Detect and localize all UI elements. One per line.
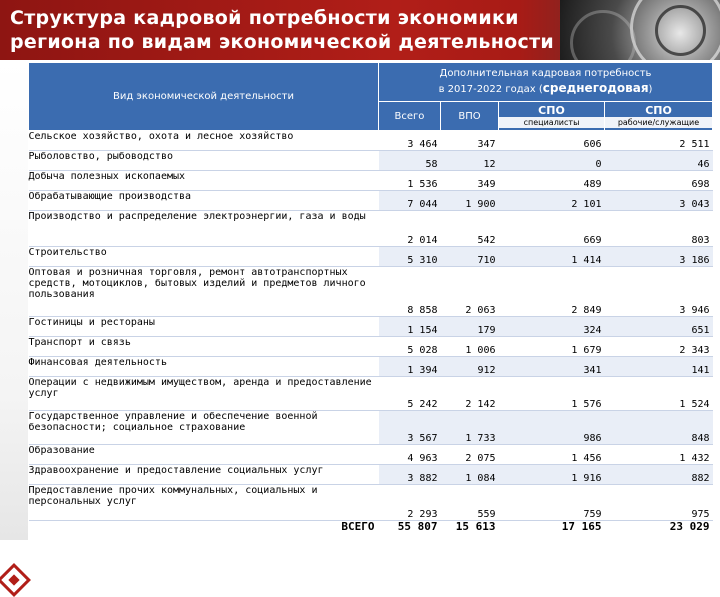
table-row <box>29 317 713 337</box>
header-spo2-top: СПО <box>645 104 672 117</box>
header-spo1-top: СПО <box>538 104 565 117</box>
table-row <box>29 337 713 357</box>
total-label: ВСЕГО <box>29 521 379 533</box>
page-title-line2: региона по видам экономической деятельности <box>10 31 555 53</box>
activity-name: Добыча полезных ископаемых <box>29 171 379 191</box>
table-row <box>29 357 713 377</box>
table-row <box>29 151 713 171</box>
header-spo1-bottom: специалисты <box>499 117 604 128</box>
value-total: 2 293 <box>379 485 441 521</box>
header-need-line1: Дополнительная кадровая потребность <box>439 68 652 79</box>
diamond-logo-icon <box>0 563 31 597</box>
value-vpo: 2 075 <box>441 445 499 465</box>
header-decoration <box>560 0 720 60</box>
value-spo-workers: 46 <box>605 151 713 171</box>
activity-name: Государственное управление и обеспечение военной безопасности; социальное страхование <box>29 411 379 445</box>
staffing-need-table <box>28 62 713 532</box>
value-total: 5 242 <box>379 377 441 411</box>
value-spo-specialists: 324 <box>499 317 605 337</box>
value-total: 2 014 <box>379 211 441 247</box>
page-title-line1: Структура кадровой потребности экономики <box>10 7 519 29</box>
value-total: 8 858 <box>379 267 441 317</box>
total-vpo: 15 613 <box>441 521 499 533</box>
value-spo-workers: 698 <box>605 171 713 191</box>
value-total: 1 154 <box>379 317 441 337</box>
value-vpo: 349 <box>441 171 499 191</box>
value-spo-workers: 3 186 <box>605 247 713 267</box>
value-total: 3 882 <box>379 465 441 485</box>
value-total: 3 464 <box>379 131 441 151</box>
table-row <box>29 445 713 465</box>
total-spo-workers: 23 029 <box>605 521 713 533</box>
value-spo-workers: 803 <box>605 211 713 247</box>
value-vpo: 1 900 <box>441 191 499 211</box>
value-spo-specialists: 489 <box>499 171 605 191</box>
value-spo-workers: 141 <box>605 357 713 377</box>
value-vpo: 179 <box>441 317 499 337</box>
activity-name: Финансовая деятельность <box>29 357 379 377</box>
value-spo-workers: 975 <box>605 485 713 521</box>
table-row <box>29 131 713 151</box>
table-row <box>29 211 713 247</box>
value-total: 7 044 <box>379 191 441 211</box>
table-row <box>29 485 713 521</box>
value-spo-specialists: 1 679 <box>499 337 605 357</box>
table-row <box>29 171 713 191</box>
value-spo-workers: 3 043 <box>605 191 713 211</box>
activity-name: Оптовая и розничная торговля, ремонт автотранспортных средств, мотоциклов, бытовых изделий и предметов личного пользования <box>29 267 379 317</box>
header-col-spo-specialists <box>499 102 605 131</box>
value-spo-specialists: 341 <box>499 357 605 377</box>
value-spo-specialists: 986 <box>499 411 605 445</box>
activity-name: Обрабатывающие производства <box>29 191 379 211</box>
value-spo-workers: 882 <box>605 465 713 485</box>
header-banner <box>0 0 720 60</box>
header-col-spo-workers <box>605 102 713 131</box>
value-vpo: 1 084 <box>441 465 499 485</box>
table-row <box>29 191 713 211</box>
value-total: 1 536 <box>379 171 441 191</box>
value-total: 5 028 <box>379 337 441 357</box>
header-need-line2-suffix: ) <box>648 84 653 95</box>
value-total: 5 310 <box>379 247 441 267</box>
activity-name: Предоставление прочих коммунальных, социальных и персональных услуг <box>29 485 379 521</box>
total-all: 55 807 <box>379 521 441 533</box>
page-title <box>10 6 570 54</box>
value-spo-specialists: 1 456 <box>499 445 605 465</box>
activity-name: Производство и распределение электроэнергии, газа и воды <box>29 211 379 247</box>
value-spo-specialists: 1 916 <box>499 465 605 485</box>
header-col-vpo: ВПО <box>441 102 499 131</box>
left-decor-strip <box>0 60 28 540</box>
value-spo-workers: 3 946 <box>605 267 713 317</box>
value-vpo: 347 <box>441 131 499 151</box>
activity-name: Операции с недвижимым имуществом, аренда и предоставление услуг <box>29 377 379 411</box>
value-spo-workers: 848 <box>605 411 713 445</box>
header-need-line2-emph: среднегодовая <box>542 81 649 95</box>
value-spo-specialists: 2 101 <box>499 191 605 211</box>
value-spo-workers: 651 <box>605 317 713 337</box>
value-vpo: 710 <box>441 247 499 267</box>
header-spo2-bottom: рабочие/служащие <box>605 117 712 128</box>
activity-name: Рыболовство, рыбоводство <box>29 151 379 171</box>
header-col-total: Всего <box>379 102 441 131</box>
activity-name: Здравоохранение и предоставление социальных услуг <box>29 465 379 485</box>
table-row <box>29 267 713 317</box>
value-total: 1 394 <box>379 357 441 377</box>
activity-name: Образование <box>29 445 379 465</box>
value-spo-specialists: 0 <box>499 151 605 171</box>
value-spo-specialists: 1 414 <box>499 247 605 267</box>
value-total: 58 <box>379 151 441 171</box>
value-spo-specialists: 606 <box>499 131 605 151</box>
header-activity: Вид экономической деятельности <box>29 63 379 131</box>
value-spo-workers: 1 524 <box>605 377 713 411</box>
activity-name: Гостиницы и рестораны <box>29 317 379 337</box>
value-total: 3 567 <box>379 411 441 445</box>
total-spo-specialists: 17 165 <box>499 521 605 533</box>
value-vpo: 2 063 <box>441 267 499 317</box>
value-vpo: 559 <box>441 485 499 521</box>
table-row <box>29 377 713 411</box>
value-vpo: 912 <box>441 357 499 377</box>
value-vpo: 542 <box>441 211 499 247</box>
value-spo-specialists: 669 <box>499 211 605 247</box>
value-spo-workers: 1 432 <box>605 445 713 465</box>
activity-name: Сельское хозяйство, охота и лесное хозяйство <box>29 131 379 151</box>
table-total-row <box>29 521 713 533</box>
value-vpo: 1 006 <box>441 337 499 357</box>
activity-name: Строительство <box>29 247 379 267</box>
value-vpo: 2 142 <box>441 377 499 411</box>
value-vpo: 1 733 <box>441 411 499 445</box>
activity-name: Транспорт и связь <box>29 337 379 357</box>
value-spo-specialists: 1 576 <box>499 377 605 411</box>
value-total: 4 963 <box>379 445 441 465</box>
value-vpo: 12 <box>441 151 499 171</box>
value-spo-workers: 2 343 <box>605 337 713 357</box>
table-row <box>29 247 713 267</box>
header-need-line2-prefix: в 2017-2022 годах ( <box>438 84 543 95</box>
value-spo-specialists: 759 <box>499 485 605 521</box>
table-row <box>29 411 713 445</box>
table-row <box>29 465 713 485</box>
value-spo-workers: 2 511 <box>605 131 713 151</box>
value-spo-specialists: 2 849 <box>499 267 605 317</box>
header-need <box>379 63 713 102</box>
